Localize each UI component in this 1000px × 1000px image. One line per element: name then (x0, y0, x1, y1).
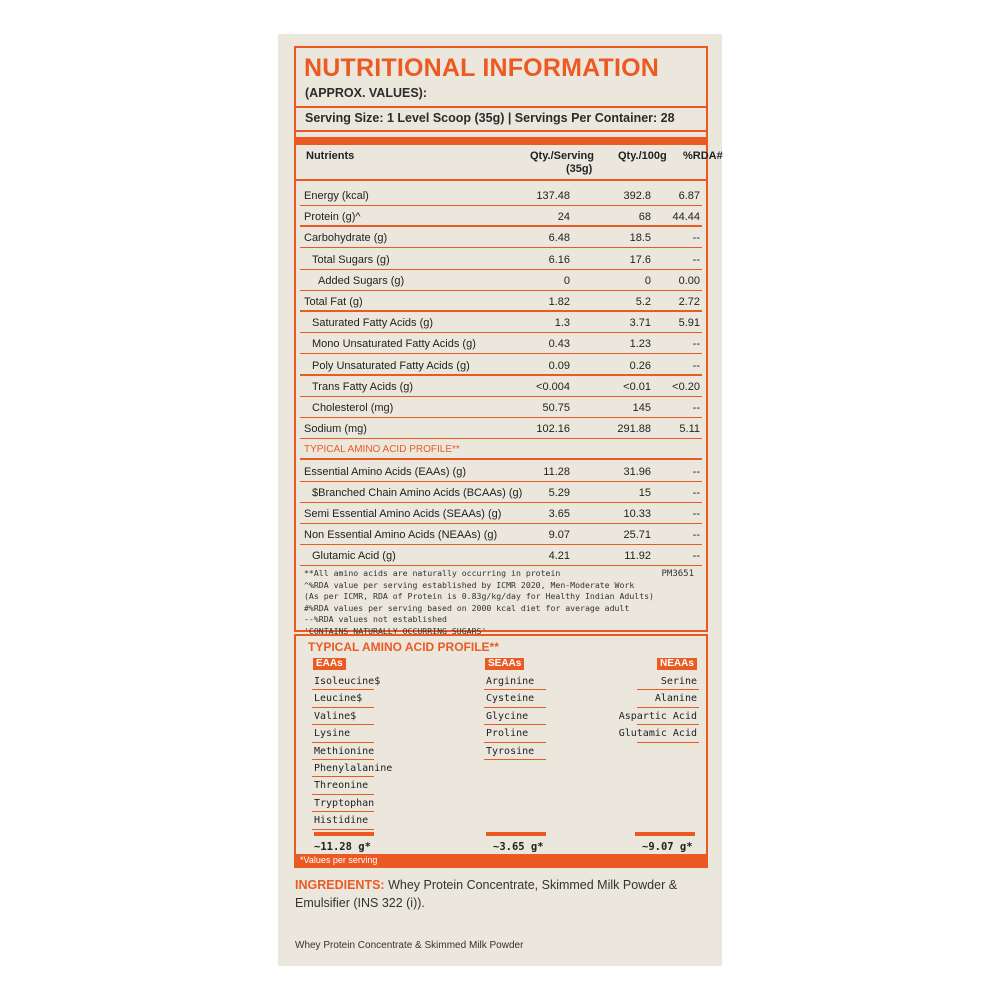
footnote: --%RDA values not established (304, 614, 447, 624)
amino-acid-name: Serine (660, 676, 697, 687)
rda-percent: -- (692, 402, 700, 414)
amino-underline (637, 742, 699, 743)
nutrition-label-card (278, 34, 722, 966)
section-header-row (296, 439, 706, 460)
nutrient-name: Poly Unsaturated Fatty Acids (g) (312, 359, 470, 372)
amino-acid-name: Glutamic Acid (618, 728, 697, 740)
amino-profile-title: TYPICAL AMINO ACID PROFILE** (308, 640, 499, 654)
qty-per-100g: 3.71 (629, 317, 651, 330)
qty-per-serving: 0.43 (548, 338, 570, 351)
seaas-tag: SEAAs (485, 658, 524, 670)
rda-percent: 2.72 (678, 296, 700, 308)
amino-acid-item (314, 778, 384, 795)
qty-per-serving: 9.07 (548, 529, 570, 542)
nutrient-row (296, 185, 706, 206)
footer-text: Whey Protein Concentrate & Skimmed Milk Powder (295, 940, 524, 951)
qty-per-serving: 6.16 (548, 253, 570, 266)
amino-acid-name: Glycine (486, 710, 529, 722)
neaas-total-bar (635, 832, 695, 836)
amino-acid-name: Valine$ (314, 710, 357, 722)
divider (296, 130, 706, 132)
amino-acid-profile-panel (294, 634, 708, 868)
rda-percent: 0.00 (678, 274, 700, 287)
nutrient-row (296, 418, 706, 439)
amino-acid-item (596, 709, 697, 726)
serving-info: Serving Size: 1 Level Scoop (35g) | Servings Per Container: 28 (305, 111, 675, 125)
nutrient-name: TYPICAL AMINO ACID PROFILE** (304, 444, 460, 456)
header-nutrients: Nutrients (306, 150, 355, 162)
eaas-tag: EAAs (313, 658, 346, 670)
nutrient-row (296, 482, 706, 503)
row-divider (300, 565, 702, 566)
qty-per-100g: 291.88 (617, 423, 651, 436)
amino-acid-item (596, 726, 697, 743)
neaas-tag: NEAAs (657, 658, 697, 670)
nutrition-facts-panel (294, 46, 723, 636)
header-qty-serving-unit: (35g) (566, 163, 593, 175)
amino-underline (484, 759, 546, 760)
amino-acid-item (314, 813, 384, 830)
eaas-list (314, 674, 393, 831)
rda-percent: 44.44 (672, 211, 700, 224)
qty-per-serving: 6.48 (548, 232, 570, 245)
seaas-total-bar (486, 832, 546, 836)
divider-thick (296, 137, 706, 145)
qty-per-serving: 5.29 (548, 486, 570, 499)
nutrient-row (296, 227, 706, 248)
nutrient-row (296, 270, 706, 291)
qty-per-serving: 11.28 (543, 465, 570, 478)
amino-underline (312, 776, 374, 777)
qty-per-serving: 0.09 (548, 359, 570, 372)
amino-acid-name: Arginine (486, 676, 535, 687)
ingredients-label: INGREDIENTS: (295, 878, 385, 892)
neaas-list (596, 674, 697, 744)
rda-percent: 6.87 (678, 190, 700, 202)
amino-acid-item (486, 691, 556, 708)
rda-percent: 5.11 (679, 423, 700, 436)
nutrient-row (296, 291, 706, 312)
amino-underline (312, 829, 374, 830)
amino-underline (484, 689, 546, 690)
amino-acid-item (314, 726, 384, 743)
amino-acid-item (596, 691, 697, 708)
amino-underline (637, 689, 699, 690)
amino-acid-name: Tryptophan (314, 797, 375, 809)
nutrient-row (296, 461, 706, 482)
amino-acid-name: Cysteine (486, 693, 535, 705)
nutrient-name: Trans Fatty Acids (g) (312, 380, 414, 393)
nutrient-row (296, 524, 706, 545)
amino-acid-name: Aspartic Acid (618, 710, 697, 722)
amino-underline (312, 742, 374, 743)
amino-acid-name: Proline (486, 728, 529, 740)
nutrient-name: Added Sugars (g) (318, 274, 405, 287)
nutrient-name: Non Essential Amino Acids (NEAAs) (g) (304, 529, 498, 542)
header-qty-serving (530, 150, 594, 176)
rda-percent: -- (692, 253, 700, 266)
qty-per-100g: 392.8 (623, 190, 651, 202)
ingredients (295, 876, 707, 912)
nutrient-name: Energy (kcal) (304, 190, 369, 202)
amino-acid-item (314, 761, 393, 778)
nutrient-row (296, 312, 706, 333)
nutrient-name: Cholesterol (mg) (312, 402, 394, 414)
seaas-list (486, 674, 556, 761)
amino-underline (312, 794, 374, 795)
eaas-total-bar (314, 832, 374, 836)
rda-percent: -- (692, 508, 700, 520)
nutrient-name: Total Fat (g) (304, 296, 363, 308)
qty-per-serving: <0.004 (536, 380, 570, 393)
nutrient-name: $Branched Chain Amino Acids (BCAAs) (g) (312, 486, 523, 499)
qty-per-100g: 18.5 (629, 232, 651, 245)
qty-per-100g: 1.23 (629, 338, 651, 351)
divider (296, 106, 706, 108)
rda-percent: -- (692, 338, 700, 351)
header-rda: %RDA# (683, 150, 723, 162)
amino-underline (312, 811, 374, 812)
amino-acid-item (486, 709, 556, 726)
rda-percent: -- (692, 232, 700, 245)
qty-per-100g: 10.33 (623, 508, 651, 520)
amino-acid-item (314, 674, 384, 691)
amino-acid-item (486, 726, 556, 743)
amino-underline (312, 707, 374, 708)
rda-percent: <0.20 (672, 380, 700, 393)
header-qty-100g: Qty./100g (618, 150, 667, 162)
rda-percent: -- (692, 486, 700, 499)
amino-underline (637, 707, 699, 708)
nutrient-name: Glutamic Acid (g) (312, 550, 396, 563)
nutrient-row (296, 355, 706, 376)
values-per-serving-note: *Values per serving (296, 854, 706, 866)
amino-acid-item (314, 709, 384, 726)
amino-acid-item (486, 674, 556, 691)
qty-per-100g: 25.71 (623, 529, 651, 542)
amino-acid-name: Histidine (314, 815, 369, 827)
amino-acid-item (314, 744, 384, 761)
amino-acid-name: Threonine (314, 780, 369, 792)
seaas-total: ~3.65 g* (493, 841, 544, 853)
amino-acid-name: Phenylalanine (314, 762, 393, 774)
nutrient-name: Mono Unsaturated Fatty Acids (g) (312, 338, 476, 351)
footnote: **All amino acids are naturally occurring in protein (304, 568, 561, 578)
nutrient-name: Carbohydrate (g) (304, 232, 388, 245)
nutrient-name: Semi Essential Amino Acids (SEAAs) (g) (304, 508, 502, 520)
amino-acid-item (596, 674, 697, 691)
qty-per-100g: 5.2 (635, 296, 651, 308)
nutrient-name: Total Sugars (g) (312, 253, 390, 266)
amino-underline (637, 724, 699, 725)
qty-per-serving: 24 (557, 211, 570, 224)
qty-per-100g: 68 (638, 211, 651, 224)
amino-acid-item (314, 796, 384, 813)
amino-acid-name: Isoleucine$ (314, 676, 381, 687)
qty-per-serving: 50.75 (542, 402, 570, 414)
qty-per-100g: 145 (632, 402, 651, 414)
rda-percent: -- (692, 465, 700, 478)
amino-acid-name: Alanine (654, 693, 697, 705)
neaas-total: ~9.07 g* (642, 841, 693, 853)
footnotes (304, 568, 654, 637)
amino-underline (312, 759, 374, 760)
nutrient-row (296, 545, 706, 566)
nutrient-row (296, 249, 706, 270)
qty-per-100g: 11.92 (624, 550, 651, 563)
amino-acid-name: Leucine$ (314, 693, 363, 705)
amino-acid-name: Methionine (314, 745, 375, 757)
nutrient-row (296, 206, 706, 227)
qty-per-serving: 3.65 (548, 508, 570, 520)
qty-per-serving: 137.48 (536, 190, 570, 202)
amino-underline (484, 724, 546, 725)
panel-title: NUTRITIONAL INFORMATION (304, 54, 660, 82)
qty-per-serving: 1.3 (554, 317, 570, 330)
footnote: (As per ICMR, RDA of Protein is 0.83g/kg/day for Healthy Indian Adults) (304, 591, 654, 601)
amino-acid-item (486, 744, 556, 761)
qty-per-100g: 17.6 (629, 253, 651, 266)
footnote: #%RDA values per serving based on 2000 kcal diet for average adult (304, 602, 630, 613)
nutrient-row (296, 503, 706, 524)
footnote: 'CONTAINS NATURALLY OCCURRING SUGARS' (304, 625, 487, 636)
qty-per-100g: 15 (638, 486, 651, 499)
qty-per-serving: 1.82 (548, 296, 570, 308)
nutrient-row (296, 397, 706, 418)
qty-per-100g: 31.96 (623, 465, 651, 478)
rda-percent: -- (692, 550, 700, 563)
footnote: ^%RDA value per serving established by ICMR 2020, Men-Moderate Work (304, 579, 635, 590)
amino-acid-name: Tyrosine (486, 745, 535, 757)
amino-acid-name: Lysine (314, 728, 351, 740)
nutrient-name: Saturated Fatty Acids (g) (312, 317, 434, 330)
ingredients-text: Whey Protein Concentrate, Skimmed Milk Powder & Emulsifier (INS 322 (i)). (295, 878, 678, 910)
nutrient-name: Protein (g)^ (304, 211, 361, 224)
amino-acid-item (314, 691, 384, 708)
nutrient-name: Sodium (mg) (304, 423, 367, 436)
nutrient-row (296, 376, 706, 397)
amino-underline (312, 689, 374, 690)
qty-per-100g: <0.01 (623, 380, 651, 393)
rda-percent: 5.91 (678, 317, 700, 330)
amino-underline (484, 742, 546, 743)
nutrient-row (296, 333, 706, 354)
qty-per-serving: 0 (563, 274, 570, 287)
eaas-total: ~11.28 g* (314, 841, 371, 853)
nutrient-name: Essential Amino Acids (EAAs) (g) (304, 465, 467, 478)
qty-per-serving: 4.21 (548, 550, 570, 563)
qty-per-serving: 102.16 (536, 423, 570, 436)
amino-underline (484, 707, 546, 708)
header-qty-serving-label: Qty./Serving (530, 150, 594, 162)
amino-underline (312, 724, 374, 725)
rda-percent: -- (692, 529, 700, 542)
rda-percent: -- (692, 359, 700, 372)
divider (296, 179, 706, 181)
panel-subtitle: (APPROX. VALUES): (305, 86, 427, 100)
product-code: PM3651 (661, 569, 694, 579)
qty-per-100g: 0.26 (629, 359, 651, 372)
qty-per-100g: 0 (644, 274, 651, 287)
